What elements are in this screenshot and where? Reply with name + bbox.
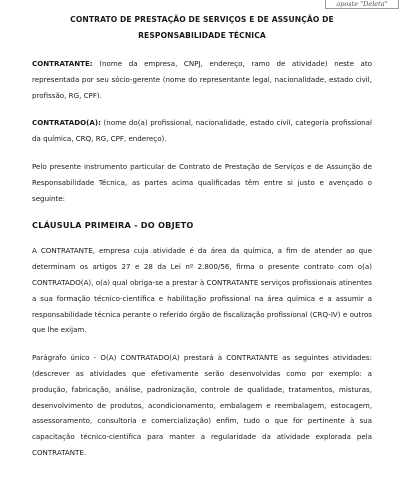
contratante-label: CONTRATANTE: [32, 59, 93, 68]
preamble-paragraph: Pelo presente instrumento particular de Contrato de Prestação de Serviços e de Assunção de Responsabilidade Técnica, as partes acima qualificadas têm entre si justo e avençado o seguinte: [32, 161, 372, 203]
paragrafo-unico: Parágrafo único - O(A) CONTRATADO(A) prestará à CONTRATANTE as seguintes atividades: (descrever as atividades que efetivamente serão desenvolvidas como por exemplo: a produção, fabricação, análise, padronização, controle de qualidade, tratamentos, misturas, desenvolvimento de produtos, acondicionamento, embalagem e reembalagem, estocagem, assessoramento, consultoria e comercialização) enfim, tudo o que for pertinente à sua capacitação técnico-científica para manter a regularidade da atividade explorada pela CONTRATANTE. [32, 353, 372, 457]
clause-first-title: CLÁUSULA PRIMEIRA - DO OBJETO [32, 220, 194, 231]
contratado-text: (nome do(a) profissional, nacionalidade, estado civil, categoria profissional da química, CRQ, RG, CPF, endereço). [32, 118, 372, 144]
contratado-paragraph [32, 115, 372, 147]
contratante-paragraph [32, 56, 372, 103]
contratante-text: (nome da empresa, CNPJ, endereço, ramo de atividade) neste ato representada por seu sócio-gerente (nome do representante legal, nacionalidade, estado civil, profissão, RG, CPF). [32, 59, 372, 100]
contratado-label: CONTRATADO(A): [32, 118, 101, 128]
clause-first-paragraph: A CONTRATANTE, empresa cuja atividade é da área da química, a fim de atender ao que determinam os artigos 27 e 28 da Lei nº 2.800/56, firma o presente contrato com o(a) CONTRATADO(A), o(a) qual obriga-se a prestar à CONTRATANTE serviços profissionais atinentes a sua formação técnico-científica e habilitação profissional na área química e a assumir a responsabilidade técnica perante o referido órgão de fiscalização profissional (CRQ-IV) e outros que lhe exijam. [32, 246, 372, 335]
corner-note: aposte "Deleta" [325, 0, 399, 9]
document-title: CONTRATO DE PRESTAÇÃO DE SERVIÇOS E DE ASSUNÇÃO DE RESPONSABILIDADE TÉCNICA [70, 15, 334, 40]
